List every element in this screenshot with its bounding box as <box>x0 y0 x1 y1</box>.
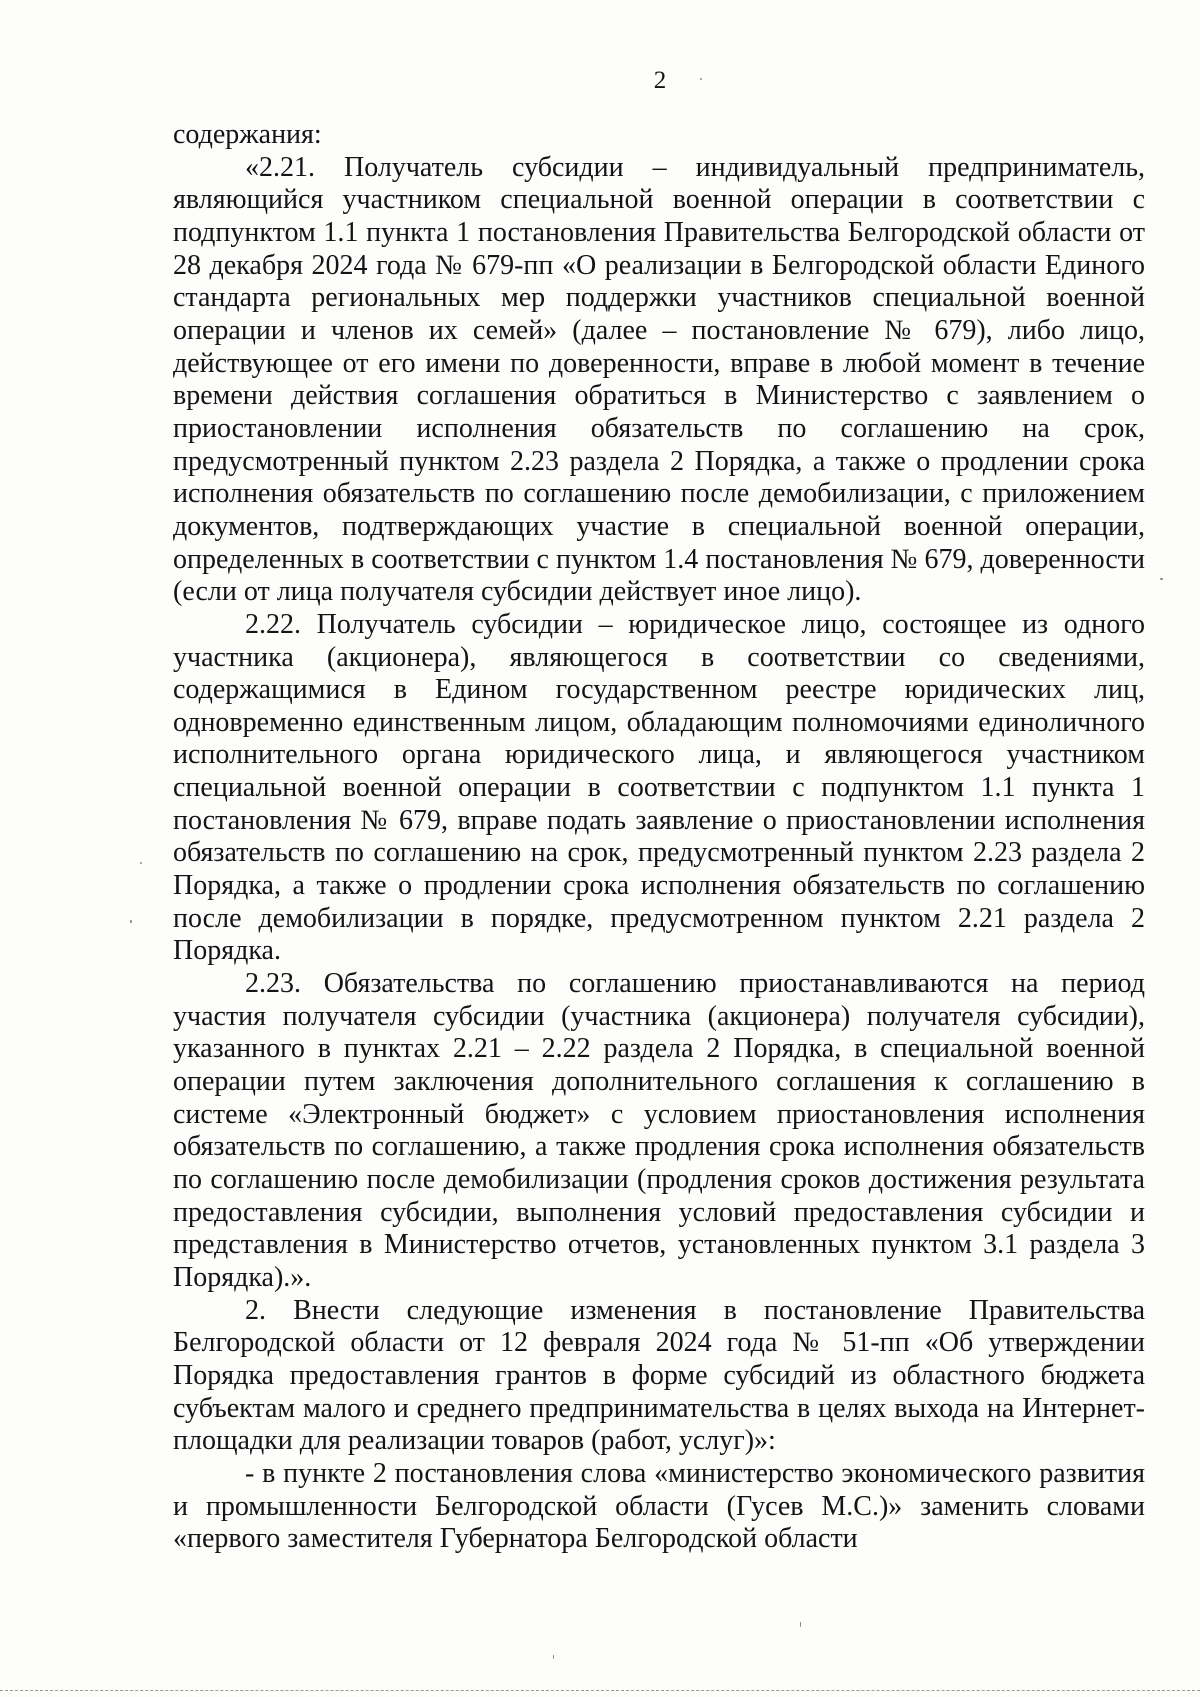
scan-speck <box>130 920 132 923</box>
paragraph-item-2: 2. Внести следующие изменения в постановление Правительства Белгородской области от 12 февраля 2024 года № 51-пп «Об утверждении Порядка предоставления грантов в форме субсидий из областного бюджета субъектам малого и среднего предпринимательства в целях выхода на Интернет-площадки для реализации товаров (работ, услуг)»: <box>173 1294 1145 1457</box>
page-number: 2 <box>653 67 667 94</box>
scan-speck <box>1160 578 1163 580</box>
paragraph-2-22: 2.22. Получатель субсидии – юридическое лицо, состоящее из одного участника (акционера), являющегося в соответствии со сведениями, содержащимися в Едином государственном реестре юридических лиц, одновременно единственным лицом, обладающим полномочиями единоличного исполнительного органа юридического лица, и являющегося участником специальной военной операции в соответствии с подпунктом 1.1 пункта 1 постановления № 679, вправе подать заявление о приостановлении исполнения обязательств по соглашению на срок, предусмотренный пунктом 2.23 раздела 2 Порядка, а также о продлении срока исполнения обязательств по соглашению после демобилизации в порядке, предусмотренном пунктом 2.21 раздела 2 Порядка. <box>173 608 1145 967</box>
document-body <box>173 119 1145 1556</box>
scan-speck <box>553 1655 554 1659</box>
paragraph-amendment-point-2: - в пункте 2 постановления слова «министерство экономического развития и промышленности Белгородской области (Гусев М.С.)» заменить словами «первого заместителя Губернатора Белгородской области <box>173 1457 1145 1555</box>
paragraph-2-21: «2.21. Получатель субсидии – индивидуальный предприниматель, являющийся участником специальной военной операции в соответствии с подпунктом 1.1 пункта 1 постановления Правительства Белгородской области от 28 декабря 2024 года № 679-пп «О реализации в Белгородской области Единого стандарта региональных мер поддержки участников специальной военной операции и членов их семей» (далее – постановление № 679), либо лицо, действующее от его имени по доверенности, вправе в любой момент в течение времени действия соглашения обратиться в Министерство с заявлением о приостановлении исполнения обязательств по соглашению на срок, предусмотренный пунктом 2.23 раздела 2 Порядка, а также о продлении срока исполнения обязательств по соглашению после демобилизации, с приложением документов, подтверждающих участие в специальной военной операции, определенных в соответствии с пунктом 1.4 постановления № 679, доверенности (если от лица получателя субсидии действует иное лицо). <box>173 151 1145 608</box>
paragraph-2-23: 2.23. Обязательства по соглашению приостанавливаются на период участия получателя субсидии (участника (акционера) получателя субсидии), указанного в пунктах 2.21 – 2.22 раздела 2 Порядка, в специальной военной операции путем заключения дополнительного соглашения к соглашению в системе «Электронный бюджет» с условием приостановления исполнения обязательств по соглашению, а также продления срока исполнения обязательств по соглашению после демобилизации (продления сроков достижения результата предоставления субсидии, выполнения условий предоставления субсидии и представления в Министерство отчетов, установленных пунктом 3.1 раздела 3 Порядка).». <box>173 968 1145 1293</box>
scan-speck <box>140 862 142 864</box>
scan-speck <box>800 1622 801 1627</box>
scan-edge-line <box>0 1690 1200 1691</box>
paragraph-continuation: содержания: <box>173 119 322 150</box>
scan-speck <box>700 78 702 80</box>
